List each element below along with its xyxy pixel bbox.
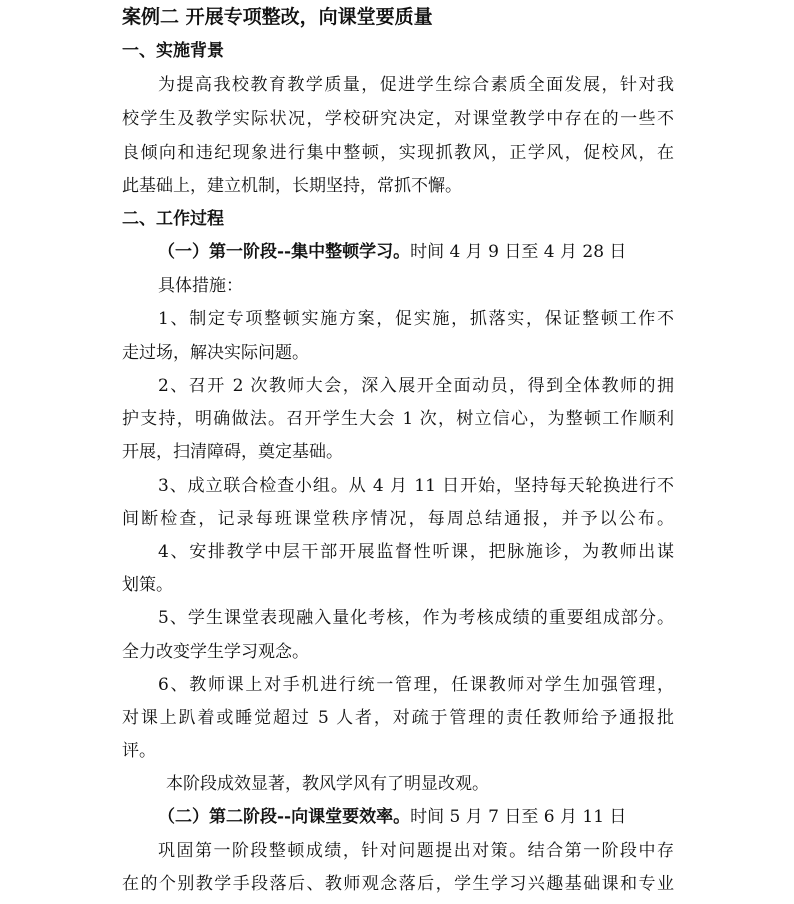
measure-line: 3、成立联合检查小组。从 4 月 11 日开始，坚持每天轮换进行不 bbox=[158, 476, 674, 496]
measure-line: 开展，扫清障碍，奠定基础。 bbox=[122, 442, 343, 462]
measure-line: 全力改变学生学习观念。 bbox=[122, 642, 309, 662]
measure-line: 评。 bbox=[122, 741, 156, 761]
stage1-heading bbox=[158, 241, 674, 263]
paragraph-line: 在的个别教学手段落后、教师观念落后，学生学习兴趣基础课和专业 bbox=[122, 874, 674, 894]
stage1-result: 本阶段成效显著，教风学风有了明显改观。 bbox=[166, 774, 489, 794]
measure-line: 对课上趴着或睡觉超过 5 人者，对疏于管理的责任教师给予通报批 bbox=[122, 708, 674, 728]
measure-line: 走过场，解决实际问题。 bbox=[122, 343, 309, 363]
paragraph-line: 巩固第一阶段整顿成绩，针对问题提出对策。结合第一阶段中存 bbox=[158, 841, 674, 861]
measure-line: 间断检查，记录每班课堂秩序情况，每周总结通报，并予以公布。 bbox=[122, 509, 674, 529]
measure-line: 护支持，明确做法。召开学生大会 1 次，树立信心，为整顿工作顺利 bbox=[122, 409, 674, 429]
stage2-title: （二）第二阶段--向课堂要效率。 bbox=[158, 807, 411, 827]
measure-line: 5、学生课堂表现融入量化考核，作为考核成绩的重要组成部分。 bbox=[158, 608, 674, 628]
document-title: 案例二 开展专项整改，向课堂要质量 bbox=[122, 6, 433, 28]
paragraph-line: 为提高我校教育教学质量，促进学生综合素质全面发展，针对我 bbox=[158, 75, 674, 95]
stage1-time: 时间 4 月 9 日至 4 月 28 日 bbox=[410, 242, 627, 262]
paragraph-line: 校学生及教学实际状况，学校研究决定，对课堂教学中存在的一些不 bbox=[122, 109, 674, 129]
stage2-time: 时间 5 月 7 日至 6 月 11 日 bbox=[410, 807, 627, 827]
measures-label: 具体措施： bbox=[158, 276, 243, 296]
paragraph-line: 此基础上，建立机制，长期坚持，常抓不懈。 bbox=[122, 176, 462, 196]
measure-line: 6、教师课上对手机进行统一管理，任课教师对学生加强管理， bbox=[158, 675, 674, 695]
stage2-heading bbox=[158, 806, 674, 828]
measure-line: 2、召开 2 次教师大会，深入展开全面动员，得到全体教师的拥 bbox=[158, 376, 674, 396]
section-heading-background: 一、实施背景 bbox=[122, 41, 224, 61]
section-heading-process: 二、工作过程 bbox=[122, 209, 224, 229]
measure-line: 划策。 bbox=[122, 575, 173, 595]
paragraph-line: 良倾向和违纪现象进行集中整顿，实现抓教风，正学风，促校风，在 bbox=[122, 143, 674, 163]
measure-line: 4、安排教学中层干部开展监督性听课，把脉施诊，为教师出谋 bbox=[158, 542, 674, 562]
stage1-title: （一）第一阶段--集中整顿学习。 bbox=[158, 242, 411, 262]
measure-line: 1、制定专项整顿实施方案，促实施，抓落实，保证整顿工作不 bbox=[158, 309, 674, 329]
